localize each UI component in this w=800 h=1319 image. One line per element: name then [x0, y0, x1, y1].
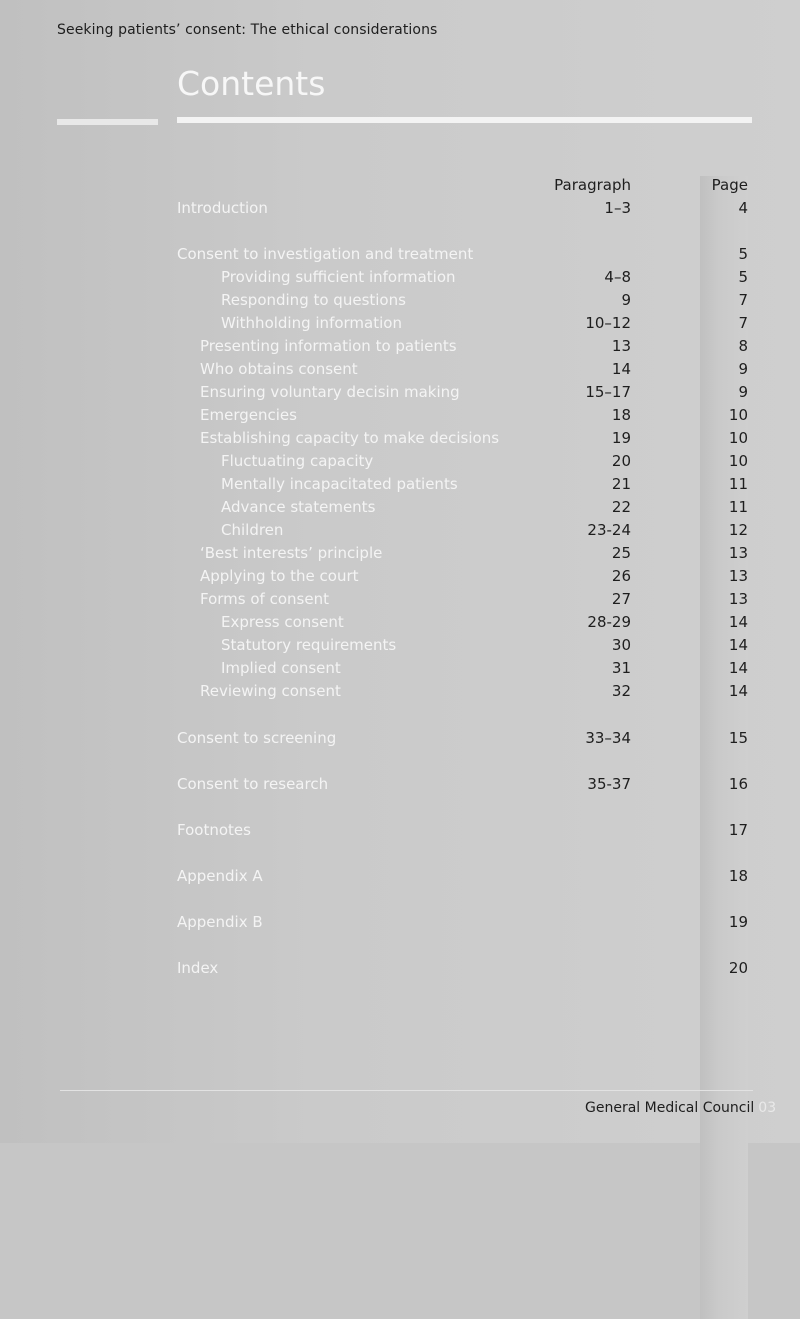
- toc-entry-title: Appendix B: [177, 913, 263, 931]
- toc-entry-paragraph: 10–12: [585, 314, 631, 332]
- toc-entry-title: Fluctuating capacity: [221, 452, 374, 470]
- toc-entry-page: 13: [728, 567, 748, 585]
- toc-entry-paragraph: 18: [611, 406, 631, 424]
- toc-entry: [0, 243, 800, 265]
- toc-entry-paragraph: 33–34: [585, 729, 631, 747]
- toc-entry: [0, 427, 800, 449]
- toc-entry: [0, 957, 800, 979]
- toc-entry-title: Reviewing consent: [200, 682, 341, 700]
- footer-organisation: General Medical Council: [585, 1100, 755, 1116]
- toc-entry-paragraph: 19: [611, 429, 631, 447]
- toc-entry-paragraph: 9: [621, 291, 631, 309]
- toc-entry-page: 11: [728, 475, 748, 493]
- toc-entry-page: 10: [728, 406, 748, 424]
- toc-entry-page: 18: [728, 867, 748, 885]
- toc-entry-page: 10: [728, 452, 748, 470]
- toc-entry: [0, 588, 800, 610]
- toc-entry-title: Responding to questions: [221, 291, 406, 309]
- toc-entry-title: Consent to screening: [177, 729, 337, 747]
- toc-entry-page: 17: [728, 821, 748, 839]
- toc-entry: [0, 335, 800, 357]
- toc-entry: [0, 634, 800, 656]
- toc-entry-page: 14: [728, 659, 748, 677]
- toc-entry: [0, 819, 800, 841]
- toc-entry: [0, 197, 800, 219]
- toc-entry-page: 11: [728, 498, 748, 516]
- footer: [585, 1100, 776, 1116]
- toc-entry-title: Children: [221, 521, 284, 539]
- toc-entry: [0, 266, 800, 288]
- toc-entry-title: Establishing capacity to make decisions: [200, 429, 500, 447]
- toc-entry-title: Mentally incapacitated patients: [221, 475, 458, 493]
- toc-entry: [0, 358, 800, 380]
- toc-entry-title: Applying to the court: [200, 567, 359, 585]
- toc-entry-title: Footnotes: [177, 821, 251, 839]
- toc-entry-page: 14: [728, 682, 748, 700]
- header-rule-short: [57, 119, 158, 125]
- toc-entry: [0, 657, 800, 679]
- toc-entry-page: 10: [728, 429, 748, 447]
- toc-entry-title: Appendix A: [177, 867, 263, 885]
- toc-entry-title: ‘Best interests’ principle: [200, 544, 383, 562]
- toc-entry-page: 14: [728, 636, 748, 654]
- toc-entry-title: Ensuring voluntary decisin making: [200, 383, 460, 401]
- toc-entry-title: Emergencies: [200, 406, 297, 424]
- toc-entry-page: 7: [738, 314, 748, 332]
- toc-entry: [0, 450, 800, 472]
- page-title: Contents: [177, 64, 326, 103]
- toc-entry-page: 15: [728, 729, 748, 747]
- toc-entry-paragraph: 30: [611, 636, 631, 654]
- toc-entry-paragraph: 27: [611, 590, 631, 608]
- toc-entry-page: 13: [728, 590, 748, 608]
- toc-entry-page: 16: [728, 775, 748, 793]
- toc-entry-paragraph: 31: [611, 659, 631, 677]
- toc-entry-title: Statutory requirements: [221, 636, 397, 654]
- footer-page-number: 03: [758, 1100, 777, 1116]
- toc-entry-page: 19: [728, 913, 748, 931]
- toc-entry-title: Consent to research: [177, 775, 329, 793]
- toc-entry-paragraph: 20: [611, 452, 631, 470]
- toc-entry: [0, 289, 800, 311]
- toc-entry: [0, 496, 800, 518]
- toc-entry-title: Express consent: [221, 613, 344, 631]
- toc-entry-page: 5: [738, 245, 748, 263]
- toc-entry-title: Who obtains consent: [200, 360, 358, 378]
- toc-entry: [0, 473, 800, 495]
- toc-entry-title: Advance statements: [221, 498, 376, 516]
- toc-entry-paragraph: 14: [611, 360, 631, 378]
- toc-entry-paragraph: 13: [611, 337, 631, 355]
- toc-entry-title: Consent to investigation and treatment: [177, 245, 474, 263]
- toc-entry: [0, 611, 800, 633]
- toc-entry-title: Withholding information: [221, 314, 402, 332]
- toc-entry: [0, 680, 800, 702]
- toc-entry-page: 20: [728, 959, 748, 977]
- toc-entry-paragraph: 4–8: [604, 268, 631, 286]
- toc-entry-page: 14: [728, 613, 748, 631]
- toc-entry-paragraph: 23-24: [587, 521, 631, 539]
- toc-entry-page: 12: [728, 521, 748, 539]
- toc-entry-paragraph: 15–17: [585, 383, 631, 401]
- toc-entry: [0, 542, 800, 564]
- toc-entry-paragraph: 25: [611, 544, 631, 562]
- toc-entry-title: Implied consent: [221, 659, 341, 677]
- toc-entry: [0, 911, 800, 933]
- toc-entry-title: Index: [177, 959, 219, 977]
- toc-entry-paragraph: 35-37: [587, 775, 631, 793]
- toc-entry: [0, 519, 800, 541]
- toc-entry-title: Forms of consent: [200, 590, 329, 608]
- toc-entry-paragraph: 21: [611, 475, 631, 493]
- toc-entry-title: Providing sufficient information: [221, 268, 456, 286]
- toc-entry: [0, 404, 800, 426]
- column-header-paragraph: Paragraph: [554, 176, 631, 194]
- toc-entry: [0, 381, 800, 403]
- toc-entry-page: 5: [738, 268, 748, 286]
- toc-entry-paragraph: 22: [611, 498, 631, 516]
- header-rule-long: [177, 117, 752, 123]
- column-header-page: Page: [700, 176, 748, 1319]
- toc-entry-title: Presenting information to patients: [200, 337, 457, 355]
- toc-entry: [0, 727, 800, 749]
- toc-entry-page: 13: [728, 544, 748, 562]
- toc-entry-page: 9: [738, 383, 748, 401]
- toc-entry: [0, 565, 800, 587]
- toc-entry: [0, 312, 800, 334]
- toc-entry-paragraph: 1–3: [604, 199, 631, 217]
- toc-entry-page: 7: [738, 291, 748, 309]
- toc-entry-page: 9: [738, 360, 748, 378]
- toc-entry-page: 8: [738, 337, 748, 355]
- footer-rule: [60, 1090, 753, 1091]
- toc-entry-paragraph: 26: [611, 567, 631, 585]
- toc-entry: [0, 865, 800, 887]
- toc-entry-paragraph: 32: [611, 682, 631, 700]
- toc-entry-title: Introduction: [177, 199, 268, 217]
- toc-entry-paragraph: 28-29: [587, 613, 631, 631]
- toc-entry: [0, 773, 800, 795]
- running-head: Seeking patients’ consent: The ethical considerations: [57, 22, 438, 38]
- toc-entry-page: 4: [738, 199, 748, 217]
